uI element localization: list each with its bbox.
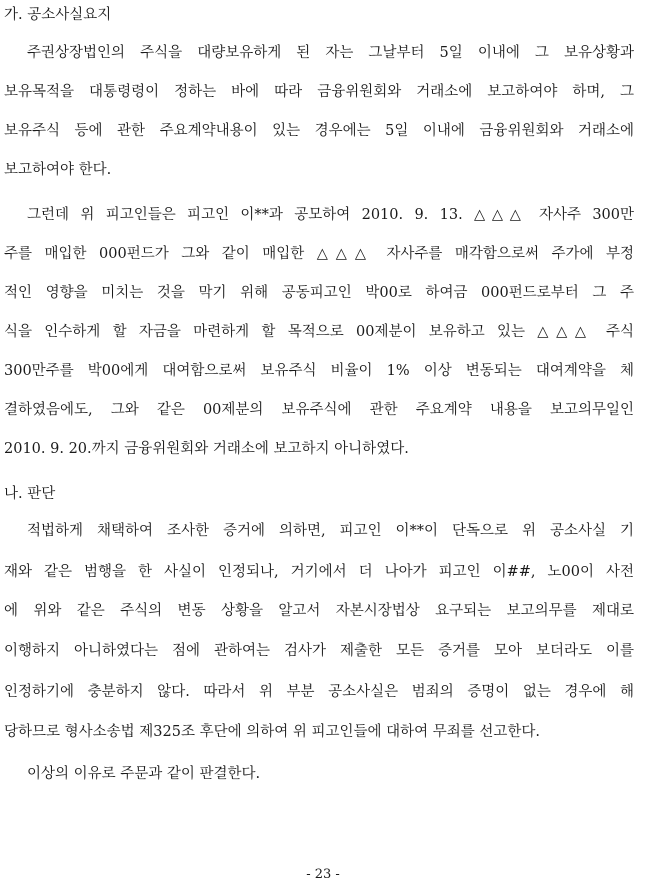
paragraph-line: 적인 영향을 미치는 것을 막기 위해 공동피고인 박00로 하여금 000펀드로부터 그 주: [4, 285, 634, 301]
paragraph-line: 보고하여야 한다.: [4, 162, 112, 178]
paragraph-line: 인정하기에 충분하지 않다. 따라서 위 부분 공소사실은 범죄의 증명이 없는 경우에 해: [4, 684, 634, 700]
paragraph-line: 식을 인수하게 할 자금을 마련하게 할 목적으로 00제분이 보유하고 있는 △△△ 주식: [4, 324, 634, 340]
paragraph-line: 보유목적을 대통령령이 정하는 바에 따라 금융위원회와 거래소에 보고하여야 하며, 그: [4, 84, 634, 100]
paragraph-line: 주를 매입한 000펀드가 그와 같이 매입한 △△△ 자사주를 매각함으로써 주가에 부정: [4, 246, 634, 262]
page-number: - 23 -: [306, 867, 340, 882]
paragraph-line: 보유주식 등에 관한 주요계약내용이 있는 경우에는 5일 이내에 금융위원회와 거래소에: [4, 123, 634, 139]
paragraph-line: 이행하지 아니하였다는 점에 관하여는 검사가 제출한 모든 증거를 모아 보더라도 이를: [4, 643, 634, 659]
section-heading-summary: 가. 공소사실요지: [4, 7, 112, 23]
paragraph-line: 2010. 9. 20.까지 금융위원회와 거래소에 보고하지 아니하였다.: [4, 441, 409, 457]
paragraph-line: 적법하게 채택하여 조사한 증거에 의하면, 피고인 이**이 단독으로 위 공소사실 기: [27, 523, 634, 539]
paragraph-line: 결하였음에도, 그와 같은 00제분의 보유주식에 관한 주요계약 내용을 보고의무일인: [4, 402, 634, 418]
paragraph-line: 당하므로 형사소송법 제325조 후단에 의하여 위 피고인들에 대하여 무죄를 선고한다.: [4, 724, 540, 740]
paragraph-line: 그런데 위 피고인들은 피고인 이**과 공모하여 2010. 9. 13. △△△ 자사주 300만: [27, 207, 634, 223]
paragraph-line: 300만주를 박00에게 대여함으로써 보유주식 비율이 1% 이상 변동되는 대여계약을 체: [4, 363, 634, 379]
paragraph-line: 에 위와 같은 주식의 변동 상황을 알고서 자본시장법상 요구되는 보고의무를 제대로: [4, 603, 634, 619]
paragraph-line: 주권상장법인의 주식을 대량보유하게 된 자는 그날부터 5일 이내에 그 보유상황과: [27, 45, 634, 61]
section-heading-judgment: 나. 판단: [4, 486, 56, 502]
paragraph-line: 재와 같은 범행을 한 사실이 인정되나, 거기에서 더 나아가 피고인 이##, 노00이 사전: [4, 564, 634, 580]
paragraph-line: 이상의 이유로 주문과 같이 판결한다.: [27, 766, 261, 782]
